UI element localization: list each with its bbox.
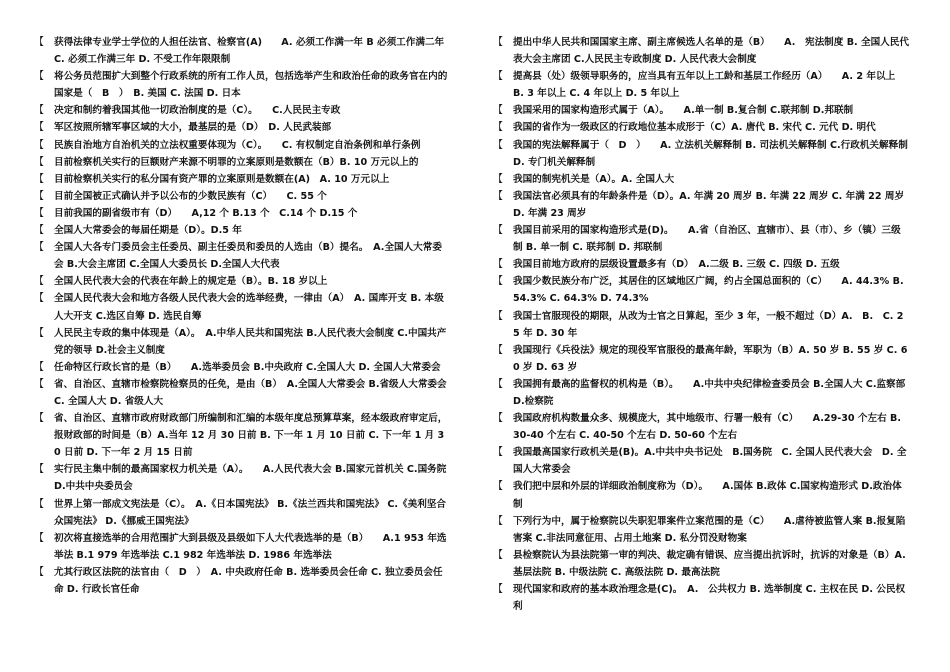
bracket-mark: 【 bbox=[34, 225, 44, 237]
bracket-mark: 【 bbox=[493, 515, 503, 527]
left-question-item bbox=[34, 376, 450, 410]
left-question-item bbox=[34, 154, 450, 171]
bracket-mark: 【 bbox=[34, 566, 44, 578]
bracket-mark: 【 bbox=[34, 293, 44, 305]
bracket-mark: 【 bbox=[493, 276, 503, 288]
bracket-mark: 【 bbox=[493, 259, 503, 271]
bracket-mark: 【 bbox=[493, 481, 503, 493]
right-question-item bbox=[493, 34, 909, 68]
right-question-item bbox=[493, 376, 909, 410]
question-text: 我国的宪法解释属于（ D ） A. 立法机关解释制 B. 司法机关解释制 C.行政机关解释制 D. 专门机关解释制 bbox=[513, 139, 908, 168]
bracket-mark: 【 bbox=[34, 464, 44, 476]
right-question-item bbox=[493, 410, 909, 444]
question-text: 任命特区行政长官的是（B） A.选举委员会 B.中央政府 C.全国人大 D. 全国人大常委会 bbox=[54, 361, 441, 373]
question-text: 世界上第一部成文宪法是（C）。 A.《日本国宪法》 B.《法兰西共和国宪法》 C.《美利坚合众国宪法》 D.《挪威王国宪法》 bbox=[54, 498, 446, 527]
bracket-mark: 【 bbox=[493, 413, 503, 425]
question-text: 我国法官必须具有的年龄条件是（D）。A. 年满 20 周岁 B. 年满 22 周岁 C. 年满 22 周岁 D. 年满 23 周岁 bbox=[513, 190, 905, 219]
question-text: 全国人民代表大会和地方各级人民代表大会的选举经费，一律由（A） A. 国库开支 B. 本级人大开支 C.选区自筹 D. 选民自筹 bbox=[54, 293, 444, 322]
right-question-item bbox=[493, 188, 909, 222]
bracket-mark: 【 bbox=[493, 447, 503, 459]
left-question-item bbox=[34, 188, 450, 205]
bracket-mark: 【 bbox=[34, 37, 44, 48]
left-question-item bbox=[34, 496, 450, 530]
bracket-mark: 【 bbox=[34, 156, 44, 168]
question-text: 初次将直接选举的合用范围扩大到县级及县级如下人大代表选举的是（B） A.1 953 年选举法 B.1 979 年选举法 C.1 982 年选举法 D. 1986 年选举法 bbox=[54, 532, 447, 561]
bracket-mark: 【 bbox=[493, 378, 503, 390]
question-text: 我国最高国家行政机关是(B)。A.中共中央书记处 B.国务院 C. 全国人民代表大会 D. 全国人大常委会 bbox=[513, 447, 907, 476]
question-text: 全国人大常委会的每届任期是（D）。D.5 年 bbox=[54, 225, 242, 237]
bracket-mark: 【 bbox=[34, 105, 44, 117]
right-question-item bbox=[493, 137, 909, 171]
bracket-mark: 【 bbox=[493, 122, 503, 134]
bracket-mark: 【 bbox=[493, 344, 503, 356]
question-text: 我国现行《兵役法》规定的现役军官服役的最高年龄，军职为（B）A. 50 岁 B. 55 岁 C. 60 岁 D. 63 岁 bbox=[513, 344, 908, 373]
question-text: 实行民主集中制的最高国家权力机关是（A）。 A.人民代表大会 B.国家元首机关 C.国务院 D.中共中央委员会 bbox=[54, 464, 447, 493]
right-question-item bbox=[493, 102, 909, 119]
left-question-item bbox=[34, 290, 450, 324]
question-text: 县检察院认为县法院第一审的判决、裁定确有错误、应当提出抗诉时，抗诉的对象是（B）A.基层法院 B. 中级法院 C. 高级法院 D. 最高法院 bbox=[513, 549, 906, 578]
left-question-item bbox=[34, 205, 450, 222]
bracket-mark: 【 bbox=[493, 190, 503, 202]
question-text: 提出中华人民共和国国家主席、副主席候选人名单的是（B） A. 宪法制度 B. 全国人民代表大会主席团 C.人民民主专政制度 D. 人民代表大会制度 bbox=[513, 37, 909, 66]
question-text: 目前检察机关实行的私分国有资产罪的立案原则是数额在(A) A. 10 万元以上 bbox=[54, 173, 390, 185]
bracket-mark: 【 bbox=[493, 139, 503, 151]
question-text: 提高县（处）级领导职务的，应当具有五年以上工龄和基层工作经历（A） A. 2 年以上 B. 3 年以上 C. 4 年以上 D. 5 年以上 bbox=[513, 71, 896, 100]
right-question-item bbox=[493, 581, 909, 615]
right-question-item bbox=[493, 547, 909, 581]
right-question-item bbox=[493, 222, 909, 256]
left-question-item bbox=[34, 530, 450, 564]
right-question-item bbox=[493, 256, 909, 273]
left-question-item bbox=[34, 564, 450, 598]
bracket-mark: 【 bbox=[34, 361, 44, 373]
right-question-item bbox=[493, 171, 909, 188]
left-question-item bbox=[34, 359, 450, 376]
question-text: 我国拥有最高的监督权的机构是（B）。 A.中共中央纪律检查委员会 B.全国人大 C.监察部 D.检察院 bbox=[513, 378, 906, 407]
question-text: 目前我国的副省级市有（D） A,12 个 B.13 个 C.14 个 D.15 个 bbox=[54, 207, 358, 219]
left-column bbox=[34, 34, 450, 598]
question-text: 我国的制宪机关是（A）。A. 全国人大 bbox=[513, 173, 675, 185]
question-text: 民族自治地方自治机关的立法权重要体现为（C）。 C. 有权制定自治条例和单行条例 bbox=[54, 139, 421, 151]
left-question-item bbox=[34, 102, 450, 119]
bracket-mark: 【 bbox=[34, 532, 44, 544]
left-question-item bbox=[34, 34, 450, 68]
bracket-mark: 【 bbox=[34, 207, 44, 219]
question-text: 现代国家和政府的基本政治理念是(C)。 A. 公共权力 B. 选举制度 C. 主权在民 D. 公民权利 bbox=[513, 584, 906, 613]
question-text: 获得法律专业学士学位的人担任法官、检察官(A) A. 必须工作满一年 B 必须工作满二年 C. 必须工作满三年 D. 不受工作年限限制 bbox=[54, 37, 445, 66]
left-question-item bbox=[34, 410, 450, 461]
question-text: 尤其行政区法院的法官由（ D ） A. 中央政府任命 B. 选举委员会任命 C. 独立委员会任命 D. 行政长官任命 bbox=[54, 566, 443, 595]
question-text: 全国人大各专门委员会主任委员、副主任委员和委员的人选由（B）提名。 A.全国人大常委会 B.大会主席团 C.全国人大委员长 D.全国人大代表 bbox=[54, 242, 442, 271]
bracket-mark: 【 bbox=[34, 173, 44, 185]
bracket-mark: 【 bbox=[493, 173, 503, 185]
question-text: 我国目前采用的国家构造形式是(D)。 A.省（自治区、直辖市）、县（市）、乡（镇）三级制 B. 单一制 C. 联邦制 D. 邦联制 bbox=[513, 225, 901, 254]
bracket-mark: 【 bbox=[493, 549, 503, 561]
bracket-mark: 【 bbox=[34, 327, 44, 339]
bracket-mark: 【 bbox=[493, 71, 503, 83]
bracket-mark: 【 bbox=[34, 190, 44, 202]
bracket-mark: 【 bbox=[493, 584, 503, 595]
right-question-item bbox=[493, 478, 909, 512]
bracket-mark: 【 bbox=[34, 242, 44, 254]
question-text: 人民民主专政的集中体现是（A）。 A.中华人民共和国宪法 B.人民代表大会制度 C.中国共产党的领导 D.社会主义制度 bbox=[54, 327, 447, 356]
question-text: 我们把中层和外层的详细政治制度称为（D）。 A.国体 B.政体 C.国家构造形式 D.政治体制 bbox=[513, 481, 902, 510]
bracket-mark: 【 bbox=[493, 105, 503, 117]
question-text: 决定和制约着我国其他一切政治制度的是（C）。 C.人民民主专政 bbox=[54, 105, 341, 117]
question-text: 目前检察机关实行的巨额财产来源不明罪的立案原则是数额在（B）B. 10 万元以上的 bbox=[54, 156, 419, 168]
bracket-mark: 【 bbox=[34, 276, 44, 288]
question-text: 我国政府机构数量众多、规模庞大，其中地级市、行署一般有（C） A.29-30 个左右 B. 30-40 个左右 C. 40-50 个左右 D. 50-60 个左右 bbox=[513, 413, 901, 442]
question-text: 省、自治区、直辖市政府财政部门所编制和汇编的本级年度总预算草案，经本级政府审定后，报财政部的时间是（B）A.当年 12 月 30 日前 B. 下一年 1 月 10 日前 C. 下一年 1 月 30 日前 D. 下一年 2 月 15 日前 bbox=[54, 413, 448, 459]
left-question-item bbox=[34, 325, 450, 359]
question-text: 我国士官服现役的期限，从改为士官之日算起，至少 3 年，一般不超过（D）A. B. C. 25 年 D. 30 年 bbox=[513, 310, 904, 339]
right-question-item bbox=[493, 444, 909, 478]
question-text: 全国人民代表大会的代表在年龄上的规定是（B）。B. 18 岁以上 bbox=[54, 276, 328, 288]
bracket-mark: 【 bbox=[34, 71, 44, 83]
question-text: 我国少数民族分布广泛，其居住的区域地区广阔，约占全国总面积的（C） A. 44.3% B. 54.3% C. 64.3% D. 74.3% bbox=[513, 276, 904, 305]
question-text: 我国采用的国家构造形式属于（A）。 A.单一制 B.复合制 C.联邦制 D.邦联制 bbox=[513, 105, 854, 117]
question-text: 我国目前地方政府的层级设置最多有（D） A.二级 B. 三级 C. 四级 D. 五级 bbox=[513, 259, 840, 271]
question-text: 军区按照所辖军事区域的大小，最基层的是（D） D. 人民武装部 bbox=[54, 122, 332, 134]
left-question-item bbox=[34, 461, 450, 495]
left-question-item bbox=[34, 239, 450, 273]
right-question-item bbox=[493, 119, 909, 136]
left-question-item bbox=[34, 68, 450, 102]
bracket-mark: 【 bbox=[34, 413, 44, 425]
bracket-mark: 【 bbox=[493, 225, 503, 237]
left-question-item bbox=[34, 119, 450, 136]
bracket-mark: 【 bbox=[493, 37, 503, 48]
bracket-mark: 【 bbox=[34, 498, 44, 510]
question-text: 我国的省作为一级政区的行政地位基本成形于（C）A. 唐代 B. 宋代 C. 元代 D. 明代 bbox=[513, 122, 876, 134]
right-column bbox=[493, 34, 909, 615]
right-question-item bbox=[493, 68, 909, 102]
bracket-mark: 【 bbox=[34, 122, 44, 134]
right-question-item bbox=[493, 342, 909, 376]
bracket-mark: 【 bbox=[493, 310, 503, 322]
question-text: 将公务员范围扩大到整个行政系统的所有工作人员，包括选举产生和政治任命的政务官在内的国家是（ B ） B. 美国 C. 法国 D. 日本 bbox=[54, 71, 448, 100]
question-text: 省、自治区、直辖市检察院检察员的任免，是由（B） A.全国人大常委会 B.省级人大常委会 C. 全国人大 D. 省级人大 bbox=[54, 378, 447, 407]
left-question-item bbox=[34, 171, 450, 188]
bracket-mark: 【 bbox=[34, 378, 44, 390]
left-question-item bbox=[34, 222, 450, 239]
left-question-item bbox=[34, 137, 450, 154]
right-question-item bbox=[493, 273, 909, 307]
right-question-item bbox=[493, 513, 909, 547]
question-text: 下列行为中，属于检察院以失职犯罪案件立案范围的是（C） A.虐待被监管人案 B.报复陷害案 C.非法同意征用、占用土地案 D. 私分罚没财物案 bbox=[513, 515, 906, 544]
bracket-mark: 【 bbox=[34, 139, 44, 151]
left-question-item bbox=[34, 273, 450, 290]
question-text: 目前全国被正式确认并予以公布的少数民族有（C） C. 55 个 bbox=[54, 190, 327, 202]
right-question-item bbox=[493, 308, 909, 342]
